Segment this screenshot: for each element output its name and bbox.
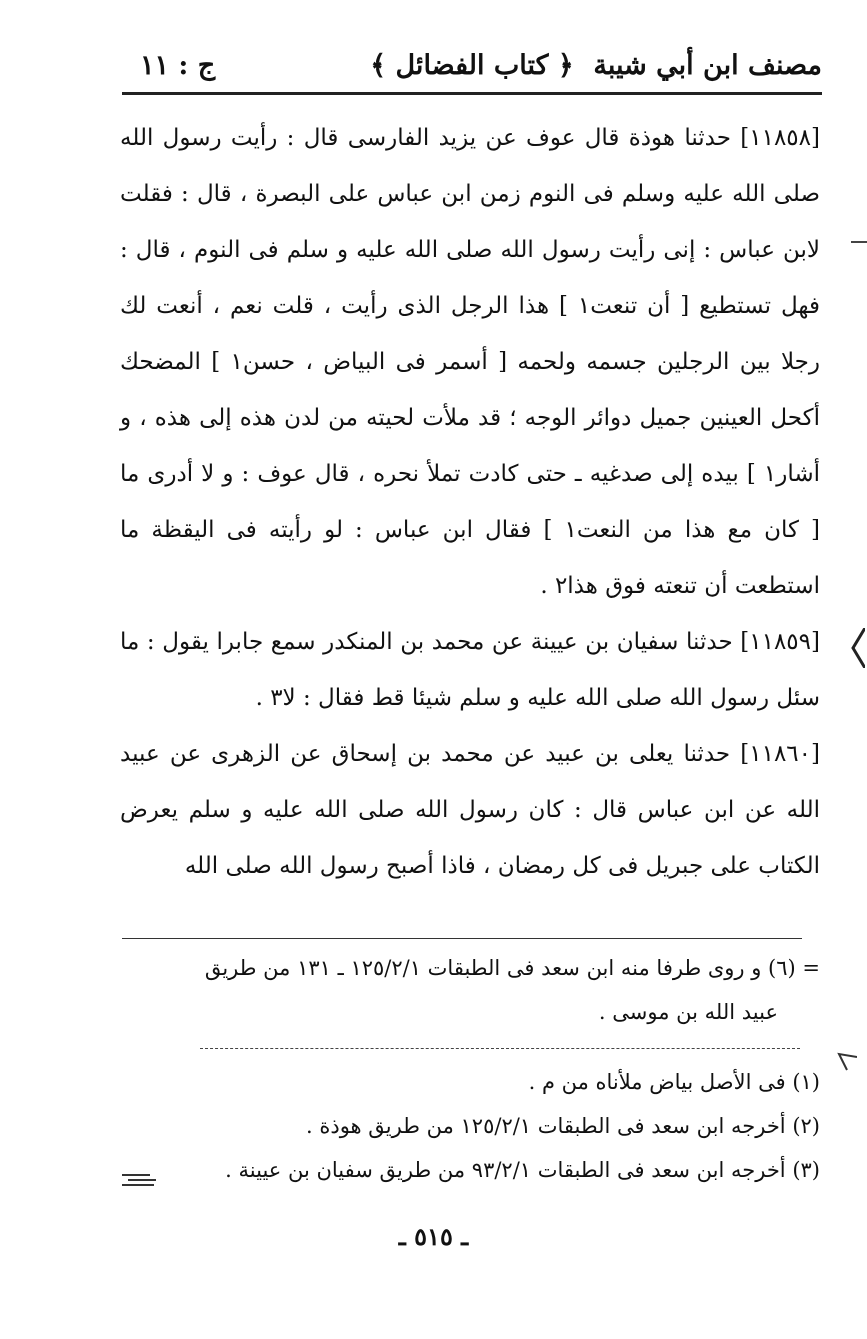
book-title: مصنف ابن أبي شيبة bbox=[593, 50, 822, 81]
footnote-rule bbox=[122, 938, 802, 939]
footnote-3: (٣) أخرجه ابن سعد فى الطبقات ٩٣/٢/١ من طريق سفيان بن عيينة . bbox=[225, 1158, 820, 1182]
hadith-11859: [١١٨٥٩] حدثنا سفيان بن عيينة عن محمد بن المنكدر سمع جابرا يقول : ما سئل رسول الله صلى الله عليه و سلم شيئا قط فقال : لا٣ . bbox=[120, 629, 820, 711]
scan-edge-mark bbox=[851, 238, 867, 246]
footnote-continuation-line: = (٦) و روى طرفا منه ابن سعد فى الطبقات ١٢٥/٢/١ ـ ١٣١ من طريق bbox=[204, 956, 820, 980]
footnotes bbox=[150, 1060, 820, 1192]
main-text bbox=[120, 110, 820, 894]
scan-edge-mark bbox=[851, 628, 865, 668]
page-header bbox=[122, 36, 822, 92]
footnote-2: (٢) أخرجه ابن سعد فى الطبقات ١٢٥/٢/١ من طريق هوذة . bbox=[305, 1114, 820, 1138]
notes-divider bbox=[200, 1048, 800, 1049]
page-number: ـ ٥١٥ ـ bbox=[398, 1222, 469, 1251]
footnote-1: (١) فى الأصل بياض ملأناه من م . bbox=[528, 1070, 820, 1094]
scan-edge-mark bbox=[835, 1042, 857, 1072]
footnote-continuation bbox=[120, 946, 820, 1034]
header-rule bbox=[122, 92, 822, 95]
volume-label: ج : ١١ bbox=[140, 50, 216, 81]
scan-edge-mark bbox=[120, 1172, 160, 1186]
section-title: ﴿ كتاب الفضائل ﴾ bbox=[370, 50, 574, 81]
hadith-11860: [١١٨٦٠] حدثنا يعلى بن عبيد عن محمد بن إسحاق عن الزهرى عن عبيد الله عن ابن عباس قال : كان رسول الله صلى الله عليه و سلم يعرض الكتاب على جبريل فى كل رمضان ، فاذا أصبح رسول الله صلى الله bbox=[120, 741, 820, 879]
hadith-11858: [١١٨٥٨] حدثنا هوذة قال عوف عن يزيد الفارسى قال : رأيت رسول الله صلى الله عليه وسلم فى النوم زمن ابن عباس على البصرة ، قال : فقلت لابن عباس : إنى رأيت رسول الله صلى الله عليه و سلم فى النوم ، قال : فهل تستطيع [ أن تنعت١ ] هذا الرجل الذى رأيت ، قلت نعم ، أنعت لك رجلا بين الرجلين جسمه ولحمه [ أسمر فى البياض ، حسن١ ] المضحك أكحل العينين جميل دوائر الوجه ؛ قد ملأت لحيته من لدن هذه إلى هذه ، و أشار١ ] بيده إلى صدغيه ـ حتى كادت تملأ نحره ، قال عوف : و لا أدرى ما [ كان مع هذا من النعت١ ] فقال ابن عباس : لو رأيته فى اليقظة ما استطعت أن تنعته فوق هذا٢ . bbox=[120, 125, 820, 599]
footnote-continuation-line: عبيد الله بن موسى . bbox=[598, 1000, 778, 1024]
